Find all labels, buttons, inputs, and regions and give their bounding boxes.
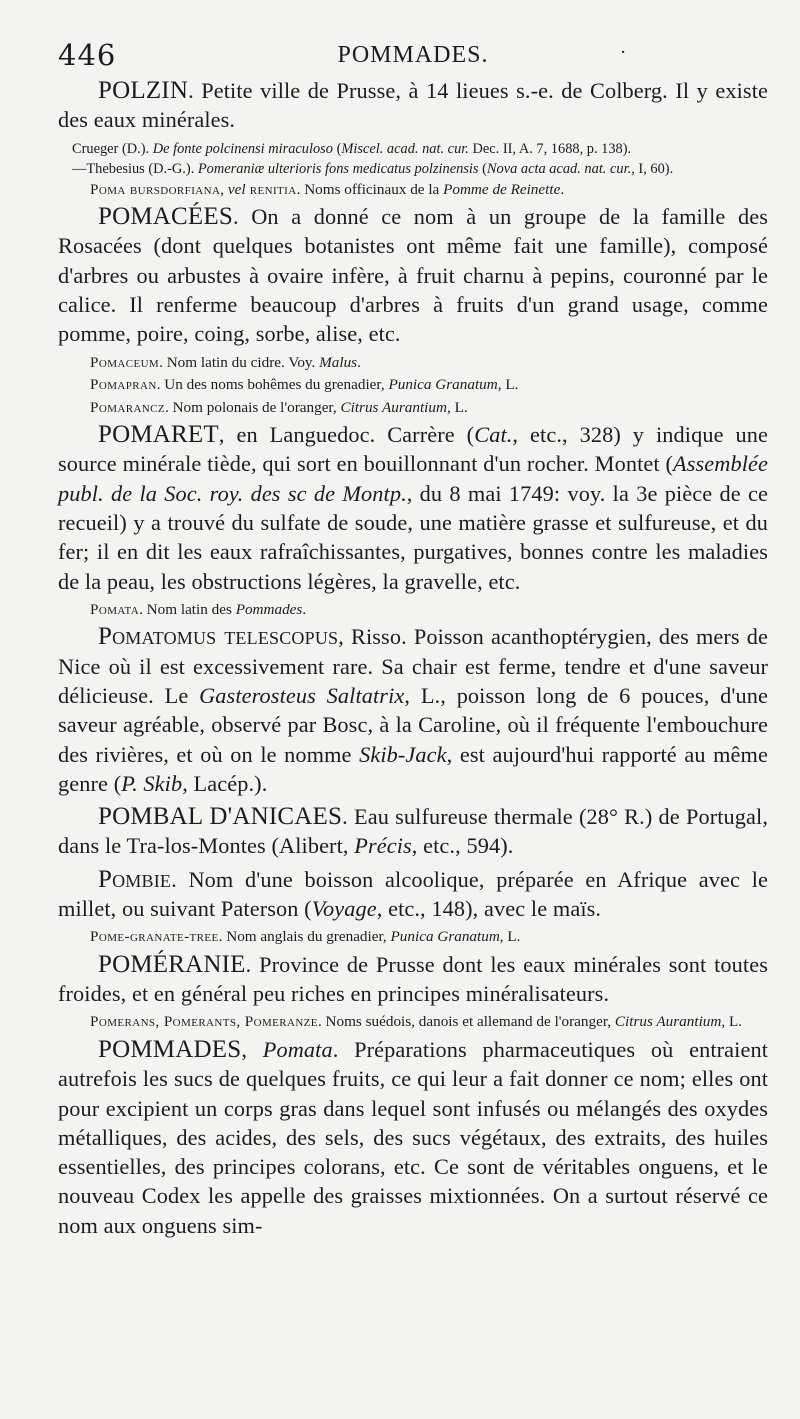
note-vel: vel [227, 180, 246, 198]
ref-author: Crueger (D.). [72, 140, 153, 157]
entry-text: . Nom d'une boisson alcoolique, préparée en Afrique avec le millet, ou suivant Paterson ( [58, 866, 768, 922]
entry-polzin-text: . Petite ville de Prusse, à 14 lieues s.-e. de Colberg. Il y existe des eaux minérales. [58, 78, 768, 133]
note-term: Pomarancz [90, 398, 165, 416]
headword-pommades: POMMADES [98, 1035, 242, 1063]
entry-text: , etc., 148), avec le maïs. [376, 896, 602, 922]
ref-title: De fonte polcinensi miraculoso [152, 140, 333, 157]
note-punct: . [357, 353, 361, 371]
note-text: . Nom anglais du grenadier, [218, 928, 391, 946]
entry-text: , etc., 328) y indique une source minérale tiède, qui sort en bouillonnant d'un rocher. Montet ( [58, 422, 768, 477]
note-term: Pomata [90, 600, 140, 618]
entry-pommades [58, 1035, 768, 1240]
ref-author: —Thebesius (D.-G.). [72, 160, 198, 177]
header-mark: · [620, 42, 626, 63]
note-italic: Citrus Aurantium [614, 1013, 722, 1031]
ref-punct: ( [332, 140, 342, 157]
entry-text: , est aujourd'hui rapporté au même genre ( [58, 741, 768, 796]
note-pomata [58, 600, 768, 621]
ref-details: , I, 60). [631, 160, 674, 177]
note-punct: , L. [446, 398, 468, 416]
entry-italic: Cat. [474, 422, 513, 448]
entry-italic: Voyage [311, 896, 377, 922]
entry-italic: Précis [354, 833, 412, 859]
note-italic: Pommades [235, 600, 303, 618]
note-punct: , L. [721, 1013, 743, 1031]
headword-pomacees: POMACÉES [98, 203, 233, 231]
entry-text: , en Languedoc. Carrère ( [218, 422, 475, 448]
note-term: Pome-granate-tree [90, 928, 219, 946]
note-pomerans [58, 1012, 768, 1033]
page [58, 36, 768, 1244]
headword-pomeranie: POMÉRANIE [98, 950, 246, 978]
ref-title: Pomeraniæ ulterioris fons medicatus polzinensis [197, 160, 479, 177]
note-text: . Nom latin du cidre. Voy. [159, 353, 320, 371]
entry-pomacees [58, 202, 768, 348]
note-poma-bursdorfiana [58, 180, 768, 201]
entry-italic: Pomata [262, 1036, 333, 1062]
note-italic: Pomme de Reinette [443, 180, 561, 198]
note-term: Poma bursdorfiana [90, 180, 221, 198]
entry-text: . Eau sulfureuse thermale (28° R.) de Portugal, dans le Tra-los-Montes (Alibert, [58, 804, 768, 859]
note-term: Pomerans, Pomerants, Pomeranze [90, 1013, 318, 1031]
note-italic: Punica Granatum [388, 376, 498, 394]
note-term: Pomaceum [90, 353, 160, 371]
headword-pomaret: POMARET [98, 421, 219, 449]
entry-text: , du 8 mai 1749: voy. la 3e pièce de ce recueil) y a trouvé du sulfate de soude, une matière grasse et sulfureuse, et du fer; il en dit les eaux rafraîchissantes, purgatives, bonnes contre les maladies de la peau, les obstructions légères, la gravelle, etc. [58, 480, 768, 594]
entry-text: , Risso. Poisson acanthoptérygien, des mers de Nice où il est excessivement rare. Sa chair est ferme, tendre et d'une saveur délicieuse. Le [58, 624, 768, 708]
entry-italic: Gasterosteus Saltatrix [199, 682, 405, 708]
note-italic: Citrus Aurantium [340, 398, 447, 416]
note-italic: Malus [319, 353, 358, 371]
reference-thebesius [58, 159, 768, 179]
entry-text: , etc., 594). [411, 833, 514, 859]
entry-punct: , [241, 1036, 263, 1062]
entry-text: . Province de Prusse dont les eaux minérales sont toutes froides, et en général peu riches en principes minéralisateurs. [58, 951, 768, 1007]
note-punct: . [560, 180, 565, 198]
note-text: . Noms officinaux de la [296, 180, 444, 198]
note-text: . Noms suédois, danois et allemand de l'oranger, [317, 1013, 615, 1031]
note-pomapran [58, 375, 768, 396]
note-pomarancz [58, 398, 768, 419]
ref-journal: Nova acta acad. nat. cur. [486, 160, 632, 177]
note-italic: Punica Granatum [390, 928, 500, 946]
ref-journal: Miscel. acad. nat. cur. [341, 140, 469, 157]
note-term: Pomapran [90, 376, 157, 394]
reference-crueger [58, 139, 768, 159]
headword-polzin: POLZIN [98, 77, 189, 104]
ref-details: Dec. II, A. 7, 1688, p. 138). [468, 140, 632, 157]
note-text: . Nom latin des [139, 600, 236, 618]
running-head [58, 36, 768, 76]
entry-text: , L., poisson long de 6 pouces, d'une saveur agréable, observé par Bosc, à la Caroline, où il fréquente l'embouchure des rivières, et où on le nomme [58, 682, 768, 767]
note-text: . Un des noms bohêmes du grenadier, [156, 376, 389, 394]
note-pome-granate-tree [58, 927, 768, 948]
entry-italic: P. Skib [121, 770, 183, 796]
entry-pomacees-text: . On a donné ce nom à un groupe de la famille des Rosacées (dont quelques botanistes ont même fait une famille), composé d'arbres ou arbustes à ovaire infère, à fruit charnu à pepins, couronné par le calice. Il renferme beaucoup d'arbres à fruits d'un grand usage, comme pomme, poire, coing, sorbe, alise, etc. [58, 204, 768, 347]
note-punct: , L. [499, 928, 521, 946]
page-number: 446 [58, 38, 117, 72]
headword-pombie: Pombie [98, 865, 172, 893]
entry-italic: Skib-Jack [359, 741, 447, 767]
entry-polzin [58, 76, 768, 135]
entry-pombie [58, 865, 768, 924]
note-pomaceum [58, 353, 768, 374]
entry-pombal [58, 802, 768, 861]
entry-text: . Préparations pharmaceutiques où entraient autrefois les sucs de quelques fruits, ce qui leur a fait donner ce nom; elles ont pour excipient un corps gras dans lequel sont infusés ou mélangés des oxydes métalliques, des acides, des sels, des sucs végétaux, des extraits, des huiles essentielles, des principes colorans, etc. Ce sont de véritables onguens, et le nouveau Codex les appelle des graisses mixtionnées. On a surtout réservé ce nom aux onguens sim- [58, 1036, 768, 1238]
note-punct: . [302, 600, 307, 618]
entry-italic: Assemblée publ. de la Soc. roy. des sc de Montp. [58, 451, 768, 506]
entry-pomaret [58, 420, 768, 596]
note-punct: , L. [497, 376, 519, 394]
note-punct: , [220, 180, 228, 198]
headword-pombal: POMBAL D'ANICAES [98, 803, 343, 831]
headword-pomatomus: Pomatomus telescopus [98, 623, 339, 651]
ref-punct: ( [478, 160, 487, 177]
note-term: renitia [245, 180, 297, 198]
header-title: POMMADES. [337, 42, 489, 68]
note-text: . Nom polonais de l'oranger, [165, 398, 341, 416]
entry-text: , Lacép.). [182, 770, 268, 796]
entry-pomatomus [58, 622, 768, 798]
entry-pomeranie [58, 950, 768, 1009]
